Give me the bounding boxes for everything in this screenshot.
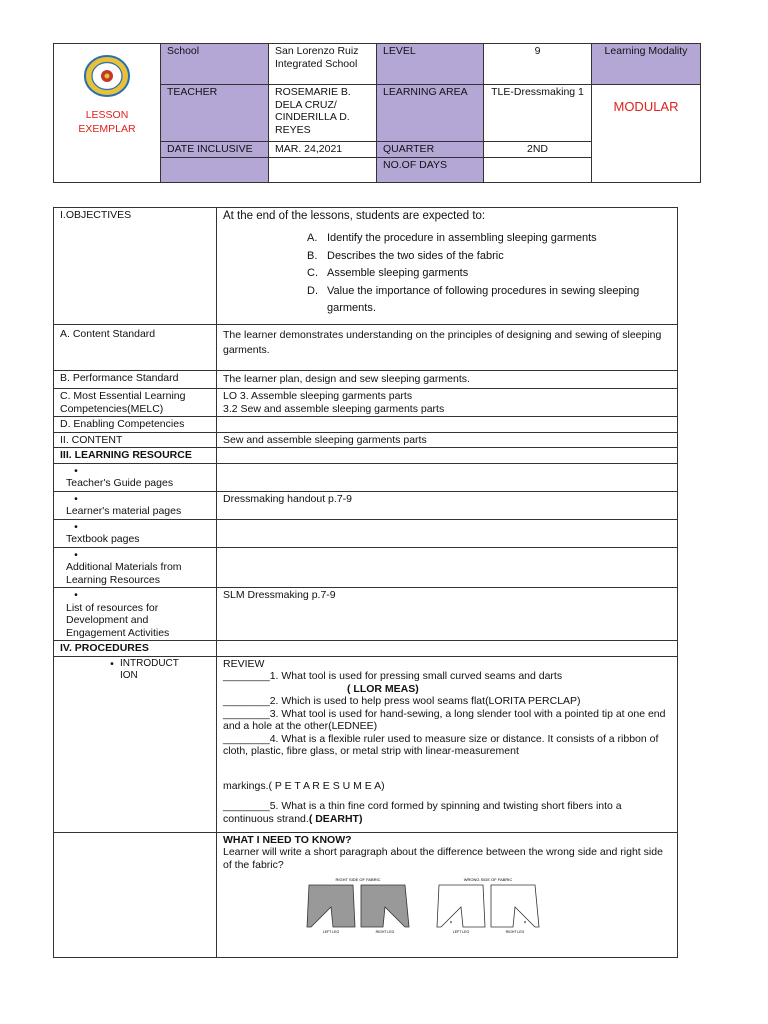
- right-side-fabric-figure: [303, 877, 413, 935]
- review-title: REVIEW: [223, 657, 265, 670]
- school-value: San Lorenzo Ruiz Integrated School: [269, 44, 377, 85]
- melc-label: C. Most Essential Learning Competencies(MELC): [54, 389, 217, 417]
- resources-label: III. LEARNING RESOURCE: [54, 448, 217, 464]
- intro-label: INTRODUCTION: [120, 657, 179, 681]
- list-item: A. Identify the procedure in assembling sleeping garments: [307, 232, 597, 244]
- table-row: [54, 389, 678, 417]
- review-q1: ________1. What tool is used for pressing small curved seams and darts: [223, 670, 563, 682]
- objectives-label: I.OBJECTIVES: [54, 208, 217, 325]
- table-row: [54, 656, 678, 832]
- svg-text:LEFT LEG: LEFT LEG: [452, 930, 470, 934]
- enabling-label: D. Enabling Competencies: [54, 417, 217, 433]
- content-text: Sew and assemble sleeping garments parts: [217, 432, 678, 448]
- am-value: [217, 547, 678, 588]
- am-label: Additional Materials from Learning Resources: [66, 561, 182, 586]
- svg-text:×: ×: [523, 920, 527, 926]
- days-value: [484, 157, 592, 182]
- fabric-figures: [223, 877, 671, 935]
- lesson-table: [53, 207, 678, 958]
- table-row: [54, 463, 678, 491]
- melc-cell: [217, 389, 678, 417]
- empty-cell: [269, 157, 377, 182]
- procedures-label: IV. PROCEDURES: [54, 641, 217, 657]
- content-label: II. CONTENT: [54, 432, 217, 448]
- review-q4: ________4. What is a flexible ruler used to measure size or distance. It consists of a ribbon of cloth, plastic, fibre glass, or metal strip with linear-measurement: [223, 732, 659, 757]
- level-label: LEVEL: [377, 44, 484, 85]
- empty-purple-cell: [161, 157, 269, 182]
- content-standard-label: A. Content Standard: [54, 325, 217, 371]
- area-label: LEARNING AREA: [377, 85, 484, 142]
- wrong-side-fabric-figure: [433, 877, 543, 935]
- date-value: MAR. 24,2021: [269, 142, 377, 158]
- lm-label: Learner's material pages: [66, 505, 182, 517]
- objectives-list: [223, 230, 671, 318]
- am-cell: •Additional Materials from Learning Resources: [54, 547, 217, 588]
- tb-value: [217, 519, 678, 547]
- teacher-value: ROSEMARIE B. DELA CRUZ/ CINDERILLA D. REYES: [269, 85, 377, 142]
- resources-value: [217, 448, 678, 464]
- know-cell: [217, 832, 678, 957]
- review-q2: ________2. Which is used to help press wool seams flat(LORITA PERCLAP): [223, 695, 581, 707]
- performance-standard-label: B. Performance Standard: [54, 371, 217, 389]
- content-standard-text: The learner demonstrates understanding on the principles of designing and sewing of sleeping garments.: [217, 325, 678, 371]
- table-row: [54, 371, 678, 389]
- review-q5: ________5. What is a thin fine cord formed by spinning and twisting short fibers into a continuous strand.: [223, 800, 622, 825]
- table-row: [54, 417, 678, 433]
- table-row: [54, 832, 678, 957]
- tg-cell: •Teacher's Guide pages: [54, 463, 217, 491]
- list-item: C. Assemble sleeping garments: [307, 267, 469, 279]
- performance-standard-text: The learner plan, design and sew sleeping garments.: [217, 371, 678, 389]
- review-q5-answer: ( DEARHT): [308, 812, 363, 825]
- review-q4-markings: markings.( P E T A R E S U M E A): [223, 779, 385, 792]
- tg-label: Teacher's Guide pages: [66, 477, 174, 489]
- lr-cell: •List of resources for Development and Engagement Activities: [54, 588, 217, 641]
- lm-cell: •Learner's material pages: [54, 491, 217, 519]
- review-q3: ________3. What tool is used for hand-sewing, a long slender tool with a pointed tip at one end and a hole at the other(LEDNEE): [223, 707, 666, 732]
- school-seal-icon: [82, 54, 132, 98]
- know-title: WHAT I NEED TO KNOW?: [223, 833, 352, 846]
- lr-label: List of resources for Development and Engagement Activities: [66, 601, 170, 639]
- table-row: [54, 491, 678, 519]
- svg-text:LEFT LEG: LEFT LEG: [322, 930, 340, 934]
- table-row: [54, 547, 678, 588]
- school-label: School: [161, 44, 269, 85]
- date-label: DATE INCLUSIVE: [161, 142, 269, 158]
- level-value: 9: [484, 44, 592, 85]
- logo-cell: [54, 44, 161, 183]
- table-row: [54, 208, 678, 325]
- svg-text:×: ×: [449, 920, 453, 926]
- melc-line-1: LO 3. Assemble sleeping garments parts: [223, 390, 413, 402]
- intro-cell: • INTRODUCTION: [54, 656, 217, 832]
- tb-label: Textbook pages: [66, 533, 140, 545]
- table-row: [54, 641, 678, 657]
- list-item: B. Describes the two sides of the fabric: [307, 249, 504, 262]
- know-empty-cell: [54, 832, 217, 957]
- table-row: [54, 432, 678, 448]
- tg-value: [217, 463, 678, 491]
- table-row: [54, 519, 678, 547]
- modality-label: Learning Modality: [592, 44, 701, 85]
- tb-cell: •Textbook pages: [54, 519, 217, 547]
- table-row: [54, 588, 678, 641]
- procedures-value: [217, 641, 678, 657]
- table-row: [54, 448, 678, 464]
- svg-text:WRONG SIDE OF FABRIC: WRONG SIDE OF FABRIC: [463, 877, 513, 882]
- teacher-label: TEACHER: [161, 85, 269, 142]
- header-table: [53, 43, 701, 183]
- area-value: TLE-Dressmaking 1: [484, 85, 592, 142]
- svg-text:RIGHT LEG: RIGHT LEG: [375, 930, 395, 934]
- modality-value: MODULAR: [592, 85, 701, 183]
- svg-text:RIGHT LEG: RIGHT LEG: [505, 930, 525, 934]
- quarter-label: QUARTER: [377, 142, 484, 158]
- svg-text:RIGHT SIDE OF FABRIC: RIGHT SIDE OF FABRIC: [335, 877, 381, 882]
- quarter-value: 2ND: [484, 142, 592, 158]
- list-item: D. Value the importance of following procedures in sewing sleeping garments.: [307, 284, 640, 314]
- enabling-value: [217, 417, 678, 433]
- days-label: NO.OF DAYS: [377, 157, 484, 182]
- objectives-intro: At the end of the lessons, students are expected to:: [223, 210, 486, 222]
- review-q1-answer: ( LLOR MEAS): [347, 682, 419, 695]
- lesson-exemplar-title: LESSON EXEMPLAR: [78, 108, 136, 135]
- lm-value: Dressmaking handout p.7-9: [217, 491, 678, 519]
- melc-line-2: 3.2 Sew and assemble sleeping garments parts: [223, 402, 445, 415]
- review-cell: [217, 656, 678, 832]
- know-text: Learner will write a short paragraph about the difference between the wrong side and right side of the fabric?: [223, 846, 663, 871]
- objectives-cell: [217, 208, 678, 325]
- table-row: [54, 325, 678, 371]
- lr-value: SLM Dressmaking p.7-9: [217, 588, 678, 641]
